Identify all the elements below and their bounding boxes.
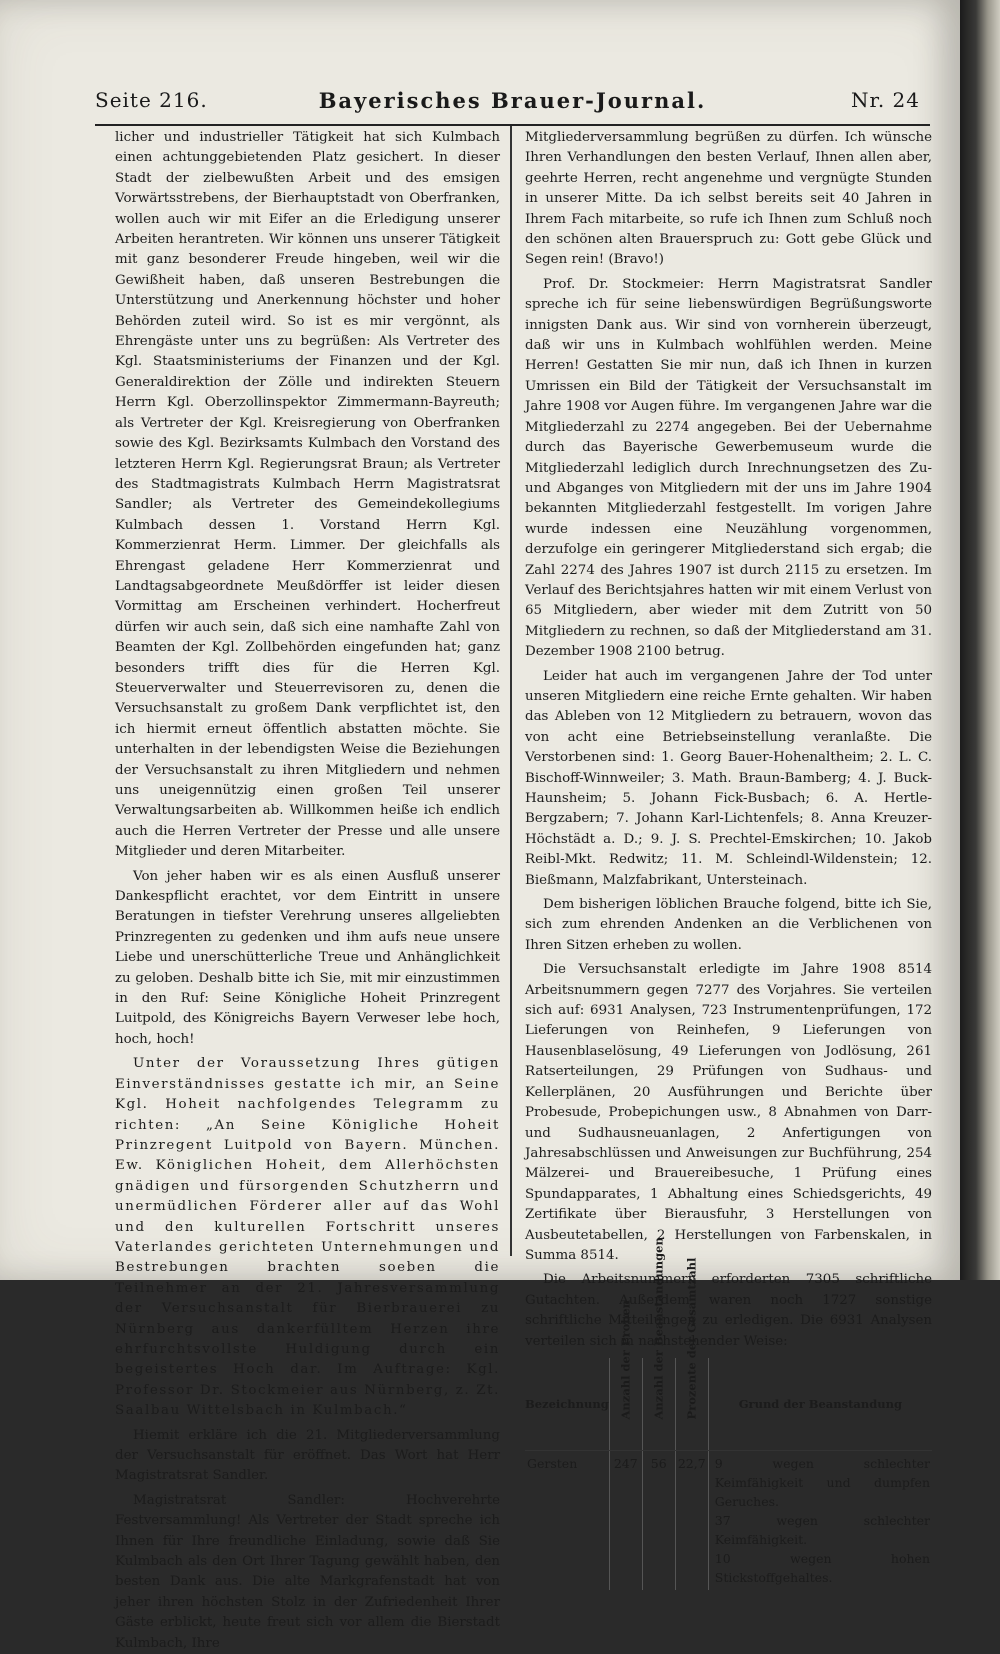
cell-percent: 22,7 xyxy=(675,1450,708,1590)
column-divider xyxy=(510,126,512,1256)
header-complaints: Anzahl der Beanstandungen xyxy=(642,1358,675,1451)
left-column xyxy=(115,128,500,1651)
cell-reason xyxy=(708,1450,932,1590)
header-designation: Bezeichnung xyxy=(525,1358,609,1451)
page-number: Seite 216. xyxy=(95,88,208,112)
reason-line: 37 wegen schlechter Keimfähigkeit. xyxy=(714,1512,930,1547)
cell-complaints: 56 xyxy=(642,1450,675,1590)
cell-designation: Gersten xyxy=(527,1455,578,1471)
reason-line: 9 wegen schlechter Keimfähigkeit und dumpfen Geruches. xyxy=(714,1455,930,1509)
cell-samples: 247 xyxy=(609,1450,642,1590)
header-samples: Anzahl der Proben xyxy=(609,1358,642,1451)
book-binding-edge xyxy=(960,0,1000,1280)
paragraph: Dem bisherigen löblichen Brauche folgend, bitte ich Sie, sich zum ehrenden Andenken an die Verblichenen von Ihren Sitzen erheben zu wollen. xyxy=(525,897,932,953)
header-rule xyxy=(95,124,930,126)
table-row xyxy=(525,1450,932,1590)
paragraph: Hiemit erkläre ich die 21. Mitgliederversammlung der Versuchsanstalt für eröffnet. Das Wort hat Herr Magistratsrat Sandler. xyxy=(115,1427,500,1484)
paragraph: licher und industrieller Tätigkeit hat sich Kulmbach einen achtunggebietenden Platz gesichert. In dieser Stadt der zielbewußten Arbeit und des emsigen Vorwärtsstrebens, der Bierhauptstadt von Oberfranken, wollen auch wir mit Eifer an die Erledigung unserer Arbeiten herantreten. Wir können uns unserer Tätigkeit mit ganz besonderer Freude hingeben, weil wir die Gewißheit haben, daß unseren Bestrebungen die Unterstützung und Anerkennung höchster und hoher Behörden zuteil wird. So ist es mir vergönnt, als Ehrengäste unter uns zu begrüßen: Als Vertreter des Kgl. Staatsministeriums der Finanzen und der Kgl. Generaldirektion der Zölle und indirekten Steuern Herrn Kgl. Oberzollinspektor Zimmermann-Bayreuth; als Vertreter der Kgl. Kreisregierung von Oberfranken sowie des Kgl. Bezirksamts Kulmbach den Vorstand des letzteren Herrn Kgl. Regierungsrat Braun; als Vertreter des Stadtmagistrats Kulmbach Herrn Magistratsrat Sandler; als Vertreter des Gemeindekollegiums Kulmbach dessen 1. Vorstand Herrn Kgl. Kommerzienrat Herm. Limmer. Der gleichfalls als Ehrengast geladene Herr Kommerzienrat und Landtagsabgeordnete Meußdörffer ist leider diesen Vormittag am Erscheinen verhindert. Hocherfreut dürfen wir auch sein, daß sich eine namhafte Zahl von Beamten der Kgl. Zollbehörden eingefunden hat; ganz besonders trifft dies für die Herren Kgl. Steuerverwalter und Steuerrevisoren zu, denen die Versuchsanstalt zu großem Dank verpflichtet ist, den ich hiermit erneut öffentlich abstatten möchte. Sie unterhalten in der lebendigsten Weise die Beziehungen der Versuchsanstalt zu ihren Mitgliedern und nehmen uns uneigennützig einen großen Teil unserer Verwaltungsarbeiten ab. Willkommen heiße ich endlich auch die Herren Vertreter der Presse und alle unsere Mitglieder und deren Mitarbeiter. xyxy=(115,130,500,860)
paragraph: Die Arbeitsnummern erforderten 7305 schriftliche Gutachten. Außerdem waren noch 1727 sonstige schriftliche Mitteilungen zu erledigen. Die 6931 Analysen verteilen sich in nachstehender Weise: xyxy=(525,1272,932,1349)
right-column xyxy=(525,128,932,1585)
page-header xyxy=(95,88,930,120)
table-header-row xyxy=(525,1358,932,1451)
header-reason: Grund der Beanstandung xyxy=(708,1358,932,1451)
paragraph: Mitgliederversammlung begrüßen zu dürfen. Ich wünsche Ihren Verhandlungen den besten Verlauf, Ihnen allen aber, geehrte Herren, recht angenehme und vergnügte Stunden in unserer Mitte. Da ich selbst bereits seit 40 Jahren in Ihrem Fach mitarbeite, so rufe ich Ihnen zum Schluß noch den schönen alten Brauerspruch zu: Gott gebe Glück und Segen rein! (Bravo!) xyxy=(525,130,932,268)
paragraph: Magistratsrat Sandler: Hochverehrte Festversammlung! Als Vertreter der Stadt spreche ich Ihnen für Ihre freundliche Einladung, sowie daß Sie Kulmbach als den Ort Ihrer Tagung gewählt haben, den besten Dank aus. Die alte Markgrafenstadt hat von jeher ihren höchsten Stolz in der Zufriedenheit Ihrer Gäste erblickt, heute freut sich vor allem die Bierstadt Kulmbach, Ihre xyxy=(115,1492,500,1651)
reason-line: 10 wegen hohen Stickstoffgehaltes. xyxy=(714,1550,930,1585)
paragraph: Leider hat auch im vergangenen Jahre der Tod unter unseren Mitgliedern eine reiche Ernte gehalten. Wir haben das Ableben von 12 Mitgliedern zu betrauern, wovon das von acht eine Betriebseinstellung veranlaßte. Die Verstorbenen sind: 1. Georg Bauer-Hohenaltheim; 2. L. C. Bischoff-Winnweiler; 3. Math. Braun-Bamberg; 4. J. Buck-Haunsheim; 5. Johann Fick-Busbach; 6. A. Hertle-Bergzabern; 7. Johann Karl-Lichtenfels; 8. Anna Kreuzer-Höchstädt a. D.; 9. J. S. Prechtel-Emskirchen; 10. Jakob Reibl-Mkt. Redwitz; 11. M. Schleindl-Wildenstein; 12. Bießmann, Malzfabrikant, Untersteinach. xyxy=(525,668,932,888)
issue-number: Nr. 24 xyxy=(850,88,920,112)
journal-title: Bayerisches Brauer-Journal. xyxy=(318,88,707,113)
paragraph: Von jeher haben wir es als einen Ausfluß unserer Dankespflicht erachtet, vor dem Eintritt in unsere Beratungen in tiefster Verehrung unseres allgeliebten Prinzregenten zu gedenken und ihm aufs neue unsere Liebe und unerschütterliche Treue und Anhänglichkeit zu geloben. Deshalb bitte ich Sie, mit mir einzustimmen in den Ruf: Seine Königliche Hoheit Prinzregent Luitpold, des Königreichs Bayern Verweser lebe hoch, hoch, hoch! xyxy=(115,868,500,1047)
telegram-paragraph: Unter der Voraussetzung Ihres gütigen Einverständnisses gestatte ich mir, an Seine Kgl. Hoheit nachfolgendes Telegramm zu richten: „An Seine Königliche Hoheit Prinzregent Luitpold von Bayern. München. Ew. Königlichen Hoheit, dem Allerhöchsten gnädigen und fürsorgenden Schutzherrn und unermüdlichen Förderer aller auf das Wohl und den kulturellen Fortschritt unseres Vaterlandes gerichteten Unternehmungen und Bestrebungen brachten soeben die Teilnehmer an der 21. Jahresversammlung der Versuchsanstalt für Bierbrauerei zu Nürnberg aus dankerfülltem Herzen ihre ehrfurchtsvollste Huldigung durch ein begeistertes Hoch dar. Im Auftrage: Kgl. Professor Dr. Stockmeier aus Nürnberg, z. Zt. Saalbau Wittelsbach in Kulmbach.“ xyxy=(115,1056,500,1419)
paragraph: Die Versuchsanstalt erledigte im Jahre 1908 8514 Arbeitsnummern gegen 7277 des Vorjahres. Sie verteilen sich auf: 6931 Analysen, 723 Instrumentenprüfungen, 172 Lieferungen von Reinhefen, 9 Lieferungen von Hausenblaselösung, 49 Lieferungen von Jodlösung, 261 Ratserteilungen, 29 Prüfungen von Sudhaus- und Kellerplänen, 20 Ausführungen und Berichte über Probesude, Probepichungen usw., 8 Abnahmen von Darr- und Sudhausneuanlagen, 2 Anfertigungen von Jahresabschlüssen und Anweisungen zur Buchführung, 254 Mälzerei- und Brauereibesuche, 1 Prüfung eines Spundapparates, 1 Abhaltung eines Schiedsgerichts, 49 Zertifikate über Bierausfuhr, 3 Herstellungen von Ausbeutetabellen, 2 Herstellungen von Farbenskalen, in Summa 8514. xyxy=(525,962,932,1263)
paragraph: Prof. Dr. Stockmeier: Herrn Magistratsrat Sandler spreche ich für seine liebenswürdigen Begrüßungsworte innigsten Dank aus. Wir sind von vornherein überzeugt, daß wir uns in Kulmbach wohlfühlen werden. Meine Herren! Gestatten Sie mir nun, daß ich Ihnen in kurzen Umrissen ein Bild der Tätigkeit der Versuchsanstalt im Jahre 1908 vor Augen führe. Im vergangenen Jahre war die Mitgliederzahl zu 2274 angegeben. Bei der Uebernahme durch das Bayerische Gewerbemuseum wurde die Mitgliederzahl lediglich durch Inrechnungsetzen des Zu- und Abganges von Mitgliedern mit der uns im Jahre 1904 bekannten Mitgliederzahl festgestellt. Im vorigen Jahre wurde indessen eine Neuzählung vorgenommen, derzufolge ein geringerer Mitgliederstand sich ergab; die Zahl 2274 des Jahres 1907 ist durch 2115 zu ersetzen. Im Verlauf des Berichtsjahres hatten wir mit einem Verlust von 65 Mitgliedern, aber wieder mit dem Zutritt von 50 Mitgliedern zu rechnen, so daß der Mitgliederstand am 31. Dezember 1908 2100 betrug. xyxy=(525,276,932,660)
header-percent: Prozente der Gesamtzahl xyxy=(675,1358,708,1451)
